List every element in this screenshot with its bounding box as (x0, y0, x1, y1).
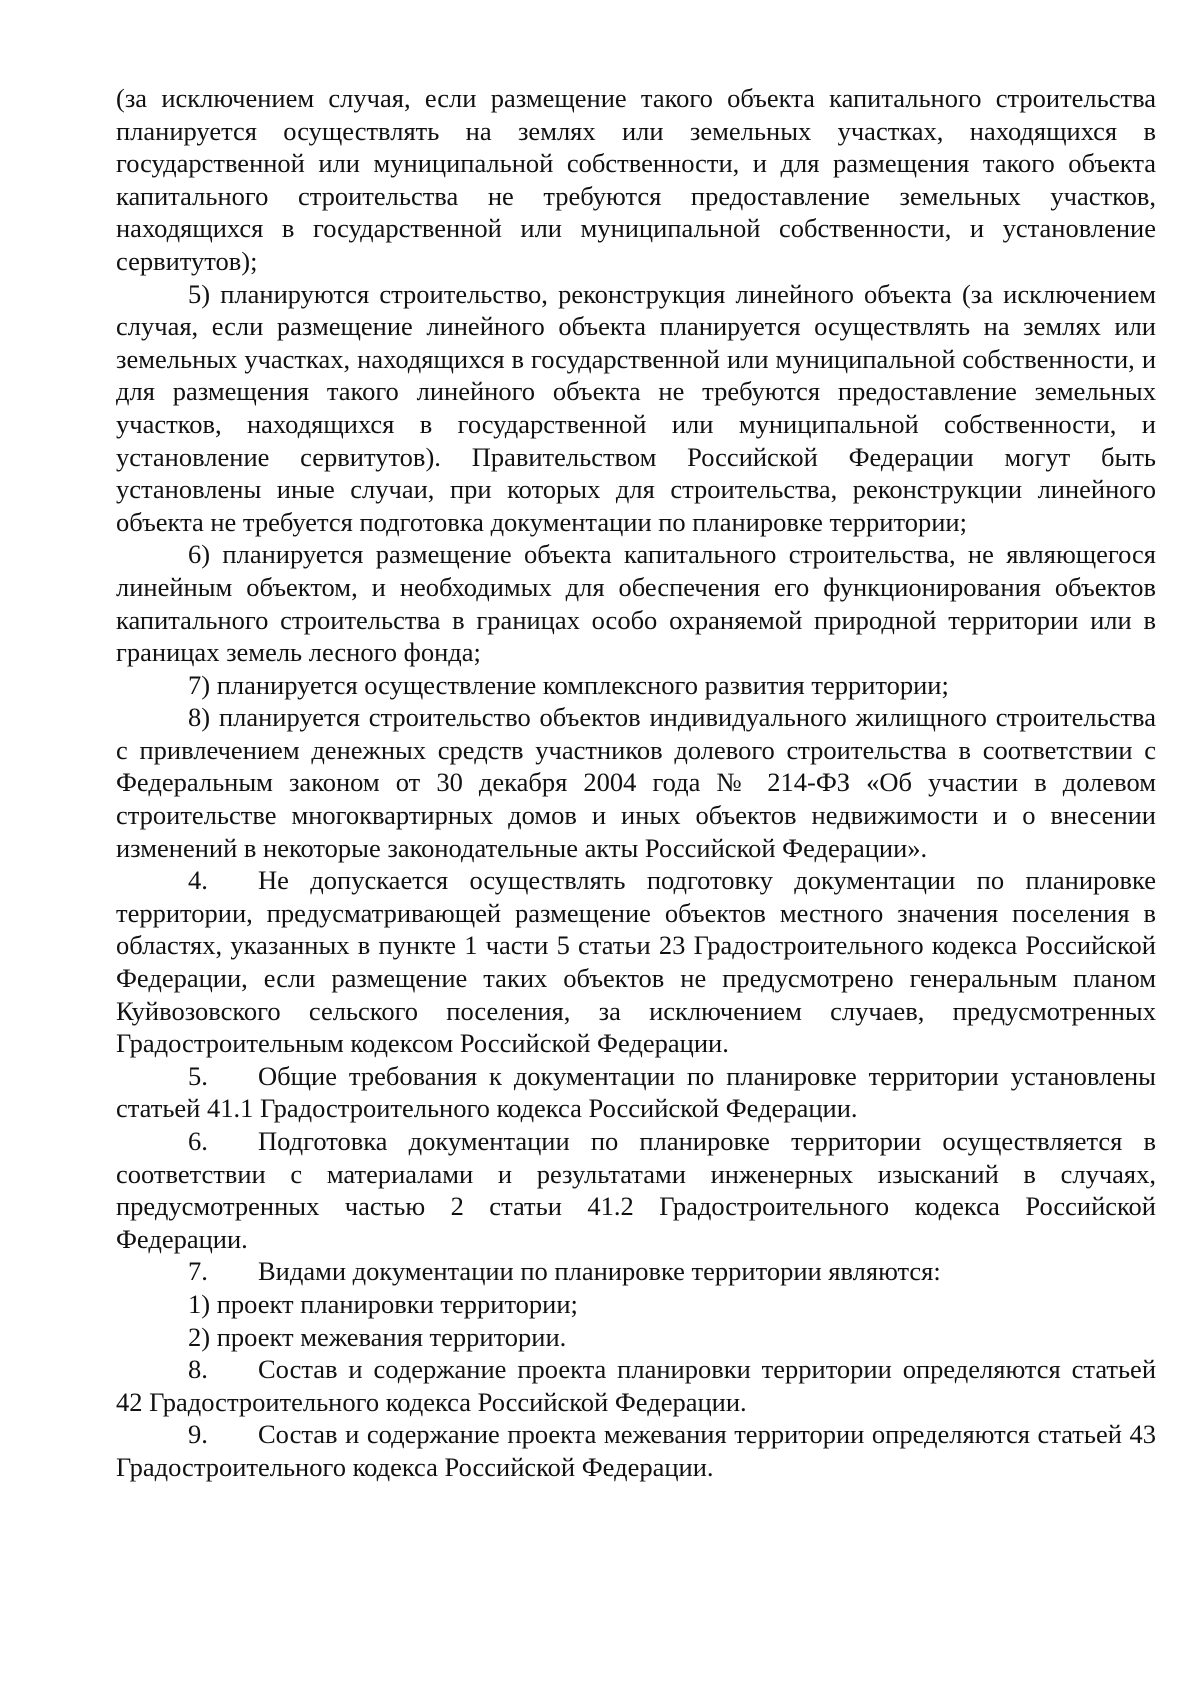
paragraph-item-8 (116, 1353, 1156, 1418)
item-number: 6. (188, 1126, 208, 1156)
item-text: Не допускается осуществлять подготовку документации по планировке территории, предусматривающей размещение объектов местного значения поселения в областях, указанных в пункте 1 части 5 статьи 23 Градостроительного кодекса Российской Федерации, если размещение таких объектов не предусмотрено генеральным планом Куйвозовского сельского поселения, за исключением случаев, предусмотренных Градостроительным кодексом Российской Федерации. (116, 865, 1156, 1059)
item-number: 4. (188, 865, 208, 896)
item-number: 5. (188, 1060, 208, 1091)
document-page (116, 82, 1156, 1484)
item-text: Подготовка документации по планировке территории осуществляется в соответствии с материалами и результатами инженерных изысканий в случаях, предусмотренных частью 2 статьи 41.2 Градостроительного кодекса Российской Федерации. (116, 1126, 1156, 1254)
paragraph-subitem-5: 5) планируются строительство, реконструкция линейного объекта (за исключением случая, если размещение линейного объекта планируется осуществлять на землях или земельных участках, находящихся в государственной или муниципальной собственности, и для размещения такого линейного объекта не требуются предоставление земельных участков, находящихся в государственной или муниципальной собственности, и установление сервитутов). Правительством Российской Федерации могут быть установлены иные случаи, при которых для строительства, реконструкции линейного объекта не требуется подготовка документации по планировке территории; (116, 278, 1156, 537)
paragraph-item-5 (116, 1060, 1156, 1125)
paragraph-continuation: (за исключением случая, если размещение такого объекта капитального строительства планируется осуществлять на землях или земельных участках, находящихся в государственной или муниципальной собственности, и для размещения такого объекта капитального строительства не требуются предоставление земельных участков, находящихся в государственной или муниципальной собственности, и установление сервитутов); (116, 83, 1156, 276)
paragraph-item-9 (116, 1418, 1156, 1483)
paragraph-subitem-2: 2) проект межевания территории. (188, 1321, 567, 1352)
item-text: Состав и содержание проекта межевания территории определяются статьей 43 Градостроительного кодекса Российской Федерации. (116, 1419, 1156, 1482)
item-text: Состав и содержание проекта планировки территории определяются статьей 42 Градостроительного кодекса Российской Федерации. (116, 1354, 1156, 1417)
item-text: Общие требования к документации по планировке территории установлены статьей 41.1 Градостроительного кодекса Российской Федерации. (116, 1060, 1156, 1124)
paragraph-item-4 (116, 864, 1156, 1060)
paragraph-subitem-6: 6) планируется размещение объекта капитального строительства, не являющегося линейным объектом, и необходимых для обеспечения его функционирования объектов капитального строительства в границах особо охраняемой природной территории или в границах земель лесного фонда; (116, 539, 1156, 668)
paragraph-item-6 (116, 1125, 1156, 1255)
paragraph-subitem-8: 8) планируется строительство объектов индивидуального жилищного строительства с привлечением денежных средств участников долевого строительства в соответствии с Федеральным законом от 30 декабря 2004 года № 214-ФЗ «Об участии в долевом строительстве многоквартирных домов и иных объектов недвижимости и о внесении изменений в некоторые законодательные акты Российской Федерации». (116, 702, 1156, 863)
item-number: 9. (188, 1419, 208, 1450)
paragraph-subitem-1: 1) проект планировки территории; (188, 1288, 578, 1319)
item-number: 8. (188, 1354, 208, 1385)
paragraph-subitem-7: 7) планируется осуществление комплексного развития территории; (188, 669, 949, 700)
paragraph-item-7 (116, 1255, 1156, 1288)
item-text: Видами документации по планировке территории являются: (258, 1256, 941, 1287)
item-number: 7. (188, 1256, 208, 1287)
